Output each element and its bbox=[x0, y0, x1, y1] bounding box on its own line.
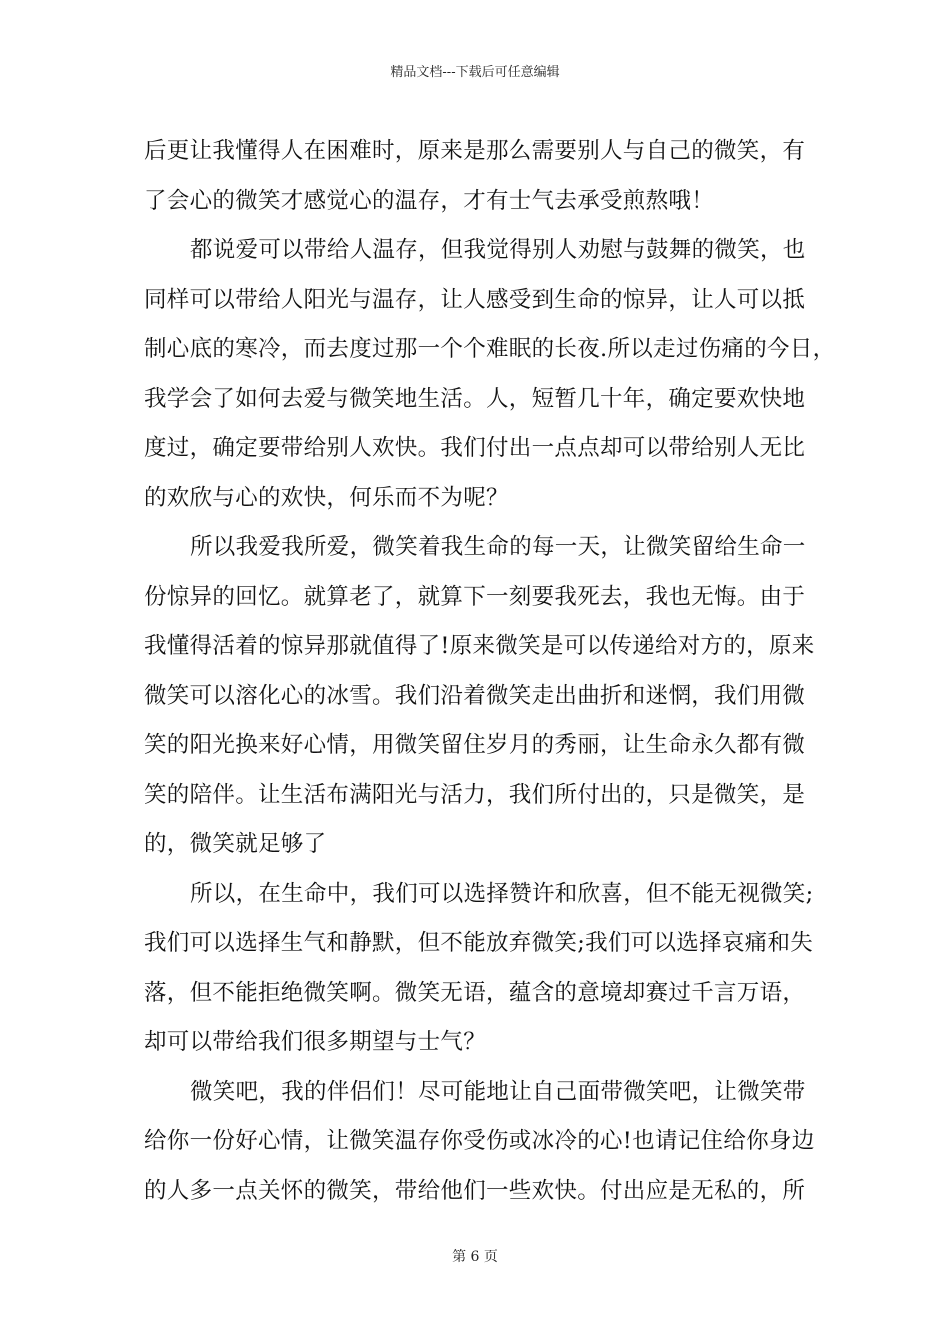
text-line: 了会心的微笑才感觉心的温存，才有士气去承受煎熬哦！ bbox=[144, 187, 715, 214]
text-line: 的，微笑就足够了 bbox=[144, 831, 327, 857]
text-line: 制心底的寒冷，而去度过那一个个难眠的长夜.所以走过伤痛的今日， bbox=[144, 336, 836, 362]
text-line: 我懂得活着的惊异那就值得了!原来微笑是可以传递给对方的，原来 bbox=[144, 633, 815, 659]
text-line: 的欢欣与心的欢快，何乐而不为呢？ bbox=[144, 484, 509, 511]
text-line: 落，但不能拒绝微笑啊。微笑无语，蕴含的意境却赛过千言万语， bbox=[144, 979, 806, 1006]
paragraph-start-line: 所以，在生命中，我们可以选择赞许和欣喜，但不能无视微笑; bbox=[190, 880, 814, 907]
paragraph-start-line: 都说爱可以带给人温存，但我觉得别人劝慰与鼓舞的微笑，也 bbox=[190, 237, 806, 263]
text-line: 的人多一点关怀的微笑，带给他们一些欢快。付出应是无私的，所 bbox=[144, 1177, 806, 1204]
text-line: 笑的陪伴。让生活布满阳光与活力，我们所付出的，只是微笑，是 bbox=[144, 781, 806, 808]
paragraph-start-line: 微笑吧，我的伴侣们！尽可能地让自己面带微笑吧，让微笑带 bbox=[190, 1078, 806, 1105]
paragraph-start-line: 所以我爱我所爱，微笑着我生命的每一天，让微笑留给生命一 bbox=[190, 534, 806, 560]
body-text bbox=[144, 127, 836, 1216]
text-line: 却可以带给我们很多期望与士气？ bbox=[144, 1029, 487, 1055]
text-line: 后更让我懂得人在困难时，原来是那么需要别人与自己的微笑，有 bbox=[144, 138, 806, 164]
text-line: 微笑可以溶化心的冰雪。我们沿着微笑走出曲折和迷惘，我们用微 bbox=[144, 682, 806, 709]
text-line: 我学会了如何去爱与微笑地生活。人，短暂几十年，确定要欢快地 bbox=[144, 385, 806, 412]
text-line: 度过，确定要带给别人欢快。我们付出一点点却可以带给别人无比 bbox=[144, 435, 806, 461]
text-line: 同样可以带给人阳光与温存，让人感受到生命的惊异，让人可以抵 bbox=[144, 286, 806, 313]
page-number: 第 6 页 bbox=[452, 1249, 498, 1265]
text-line: 份惊异的回忆。就算老了，就算下一刻要我死去，我也无悔。由于 bbox=[144, 583, 806, 610]
page-header: 精品文档---下载后可任意编辑 bbox=[390, 65, 560, 80]
text-line: 给你一份好心情，让微笑温存你受伤或冰冷的心!也请记住给你身边 bbox=[144, 1128, 815, 1154]
text-line: 笑的阳光换来好心情，用微笑留住岁月的秀丽，让生命永久都有微 bbox=[144, 732, 806, 758]
text-line: 我们可以选择生气和静默，但不能放弃微笑;我们可以选择哀痛和失 bbox=[144, 930, 814, 956]
